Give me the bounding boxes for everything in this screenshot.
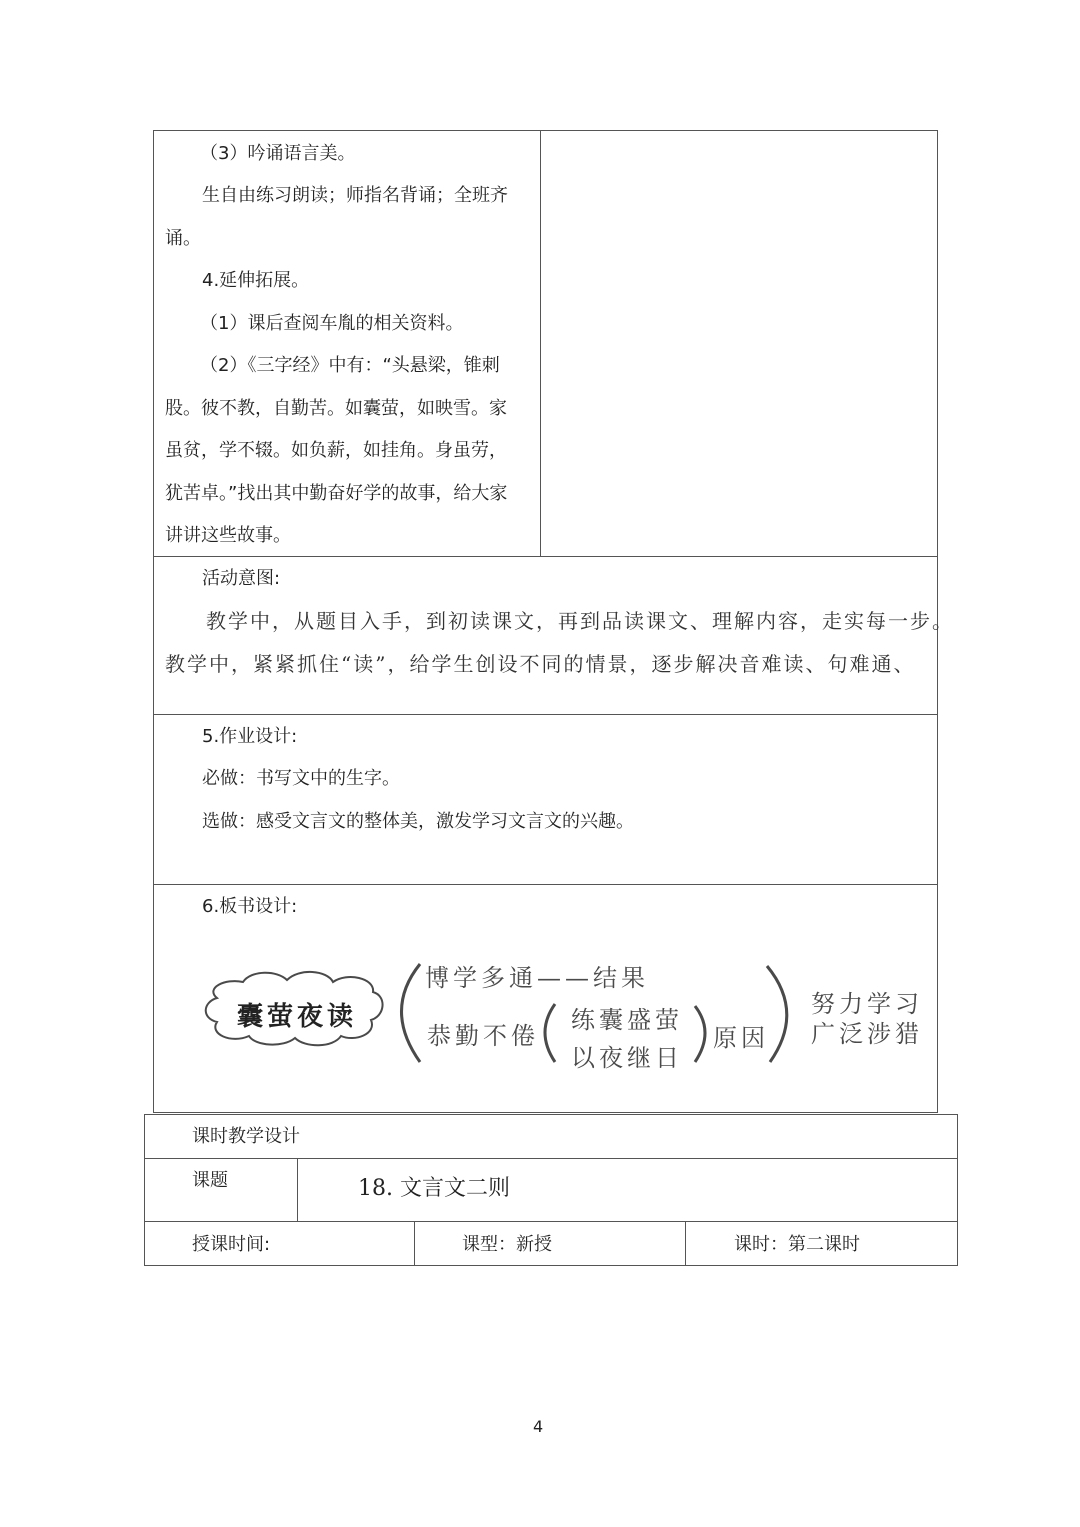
row-divider xyxy=(153,714,938,715)
board-reason: 原因 xyxy=(713,1024,769,1052)
text-line: 股。彼不教，自勤苦。如囊萤，如映雪。家 xyxy=(165,398,507,419)
row-divider xyxy=(144,1221,958,1222)
text-line: 讲讲这些故事。 xyxy=(165,525,291,546)
board-result-line: 博学多通——结果 xyxy=(425,964,649,992)
type-label: 课型：新授 xyxy=(462,1234,552,1255)
row-divider xyxy=(153,884,938,885)
board-inner-top: 练囊盛萤 xyxy=(571,1006,683,1034)
board-label: 6.板书设计: xyxy=(202,896,298,917)
board-diagram xyxy=(195,950,935,1070)
text-line: 诵。 xyxy=(165,228,201,249)
left-paren xyxy=(402,964,421,1062)
topic-label: 课题 xyxy=(192,1170,228,1191)
right-paren xyxy=(767,966,787,1062)
board-right-top: 努力学习 xyxy=(811,990,923,1018)
board-left-word: 恭勤不倦 xyxy=(427,1022,539,1050)
board-title: 囊萤夜读 xyxy=(237,1002,358,1032)
time-label: 授课时间: xyxy=(192,1234,271,1255)
board-right-bottom: 广泛涉猎 xyxy=(811,1020,923,1048)
intent-label: 活动意图: xyxy=(202,568,281,589)
text-line: （1）课后查阅车胤的相关资料。 xyxy=(200,313,464,334)
column-divider xyxy=(685,1221,686,1266)
board-inner-bottom: 以夜继日 xyxy=(571,1044,683,1072)
row-divider xyxy=(153,556,938,557)
lesson-header: 课时教学设计 xyxy=(192,1126,300,1147)
page-number: 4 xyxy=(533,1417,544,1436)
text-line: 4.延伸拓展。 xyxy=(202,270,310,291)
text-line: 犹苦卓。”找出其中勤奋好学的故事，给大家 xyxy=(165,483,508,504)
period-label: 课时：第二课时 xyxy=(734,1234,860,1255)
inner-right-paren xyxy=(695,1006,705,1062)
homework-required: 必做：书写文中的生字。 xyxy=(202,768,400,789)
text-line: 生自由练习朗读；师指名背诵；全班齐 xyxy=(202,185,508,206)
inner-paren xyxy=(545,1004,555,1062)
topic-value: 18. 文言文二则 xyxy=(358,1176,510,1201)
text-line: （3）吟诵语言美。 xyxy=(200,143,356,164)
homework-label: 5.作业设计: xyxy=(202,726,298,747)
column-divider xyxy=(297,1158,298,1222)
column-divider xyxy=(540,130,541,557)
column-divider xyxy=(414,1221,415,1266)
intent-line: 教学中，紧紧抓住“读”，给学生创设不同的情景，逐步解决音难读、句难通、 xyxy=(165,652,916,676)
row-divider xyxy=(144,1158,958,1159)
text-line: 虽贫，学不辍。如负薪，如挂角。身虽劳， xyxy=(165,440,507,461)
homework-optional: 选做：感受文言文的整体美，激发学习文言文的兴趣。 xyxy=(202,811,634,832)
text-line: （2）《三字经》中有：“头悬梁，锥刺 xyxy=(200,355,500,376)
intent-line: 教学中，从题目入手，到初读课文，再到品读课文、理解内容，走实每一步。 xyxy=(206,609,954,633)
